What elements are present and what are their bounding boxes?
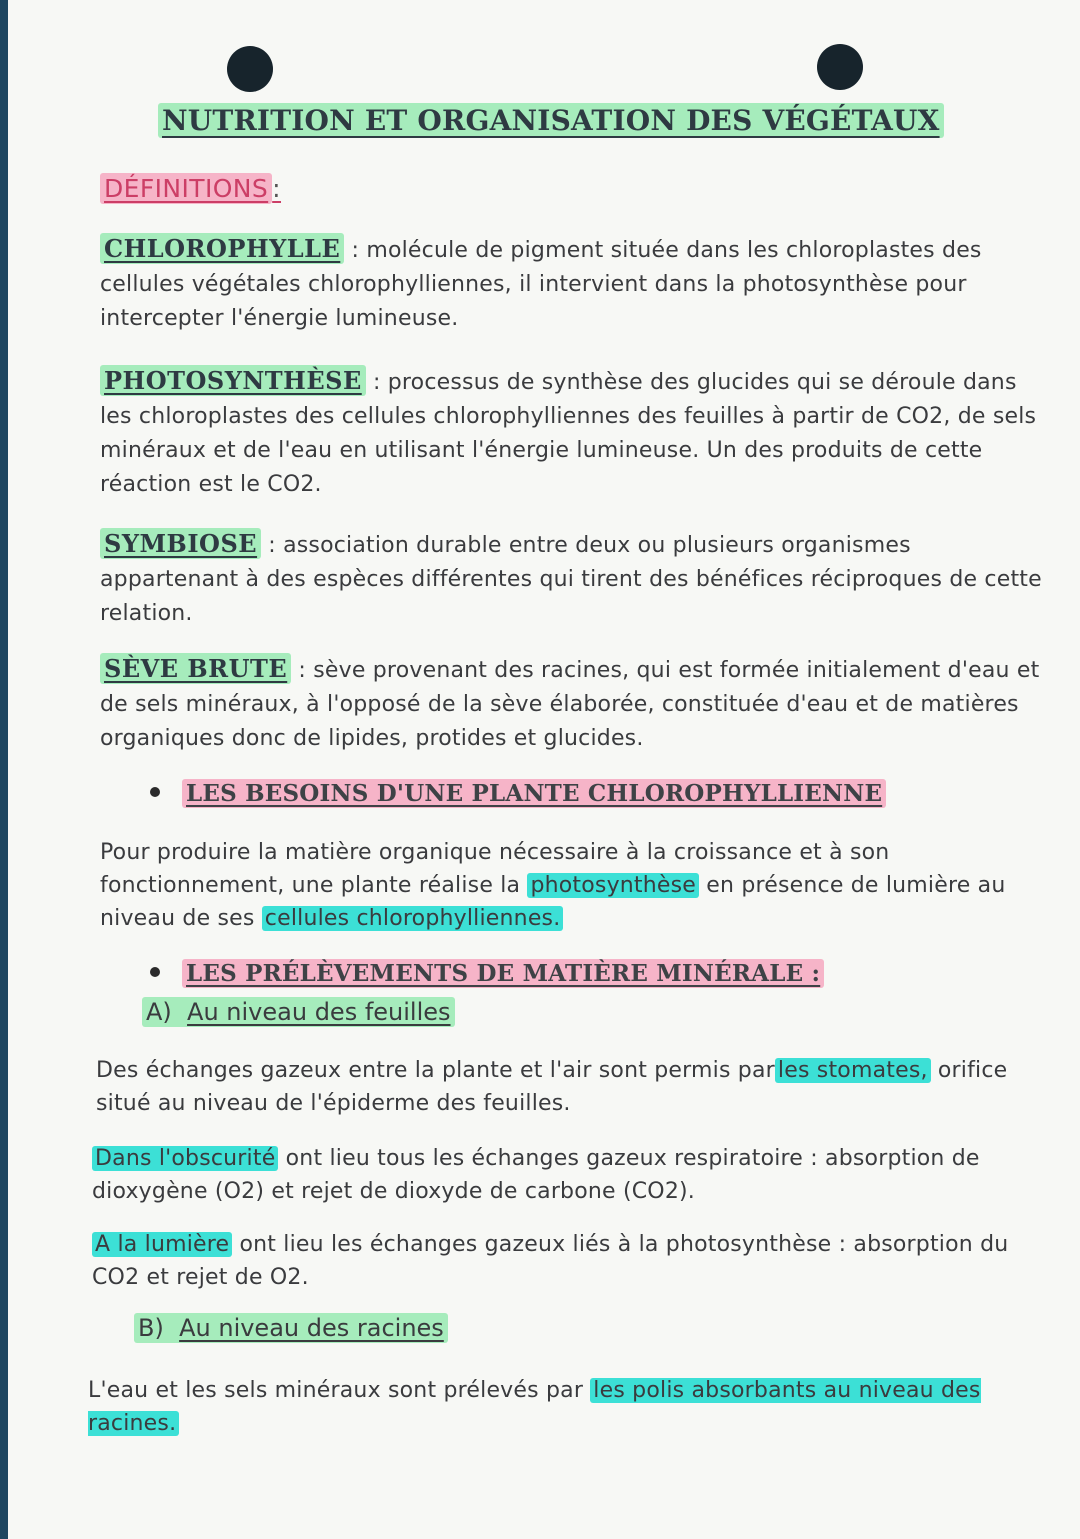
punch-hole-left — [227, 46, 273, 92]
subheading-racines: B) Au niveau des racines — [134, 1314, 448, 1342]
section-heading-besoins: LES BESOINS D'UNE PLANTE CHLOROPHYLLIENNE — [150, 780, 886, 807]
bullet-icon — [150, 967, 160, 977]
highlight-polis-absorbants: les polis absorbants au niveau des racines. — [88, 1378, 981, 1436]
definition-seve-brute — [100, 652, 1050, 756]
definition-term: PHOTOSYNTHÈSE — [100, 365, 366, 396]
highlight-photosynthese: photosynthèse — [527, 873, 699, 898]
definition-text: : molécule de pigment située dans les chloroplastes des cellules végétales chlorophylliennes, il intervient dans la photosynthèse pour intercepter l'énergie lumineuse. — [100, 238, 982, 331]
definition-text: : association durable entre deux ou plusieurs organismes appartenant à des espèces différentes qui tirent des bénéfices réciproques de cette relation. — [100, 533, 1042, 626]
definition-term: SYMBIOSE — [100, 528, 261, 559]
definitions-heading: DÉFINITIONS : — [100, 174, 281, 203]
definition-term: SÈVE BRUTE — [100, 653, 291, 684]
definition-text: : sève provenant des racines, qui est formée initialement d'eau et de sels minéraux, à l'opposé de la sève élaborée, constituée d'eau et de matières organiques donc de lipides, protides et glucides. — [100, 658, 1040, 751]
highlight-lumiere: A la lumière — [92, 1232, 232, 1257]
definition-symbiose — [100, 527, 1050, 631]
racines-text: L'eau et les sels minéraux sont prélevés par les polis absorbants au niveau des racines. — [88, 1378, 981, 1436]
definition-chlorophylle — [100, 232, 1050, 336]
highlight-stomates: les stomates, — [775, 1058, 931, 1083]
definition-term: CHLOROPHYLLE — [100, 233, 344, 264]
feuilles-lumiere-text: A la lumière ont lieu les échanges gazeux liés à la photosynthèse : absorption du CO2 et rejet de O2. — [92, 1232, 1009, 1290]
highlight-obscurite: Dans l'obscurité — [92, 1146, 278, 1171]
definition-photosynthese — [100, 364, 1050, 502]
definition-text: : processus de synthèse des glucides qui se déroule dans les chloroplastes des cellules chlorophylliennes des feuilles à partir de CO2, de sels minéraux et de l'eau en utilisant l'énergie lumineuse. Un des produits de cette réaction est le CO2. — [100, 370, 1037, 497]
notebook-page — [8, 0, 1080, 1539]
punch-hole-right — [817, 44, 863, 90]
feuilles-obscurite-text: Dans l'obscurité ont lieu tous les échanges gazeux respiratoire : absorption de dioxygène (O2) et rejet de dioxyde de carbone (CO2). — [92, 1146, 980, 1204]
page-title: NUTRITION ET ORGANISATION DES VÉGÉTAUX — [158, 104, 998, 137]
highlight-cellules: cellules chlorophylliennes. — [262, 906, 564, 931]
subheading-feuilles: A) Au niveau des feuilles — [142, 998, 455, 1026]
section-besoins-text: Pour produire la matière organique nécessaire à la croissance et à son fonctionnement, une plante réalise la photosynthèse en présence de lumière au niveau de ses cellules chlorophylliennes. — [100, 840, 1006, 931]
feuilles-stomates-text: Des échanges gazeux entre la plante et l'air sont permis par les stomates, orifice situé au niveau de l'épiderme des feuilles. — [96, 1058, 1008, 1116]
bullet-icon — [150, 787, 160, 797]
section-heading-prelevements: LES PRÉLÈVEMENTS DE MATIÈRE MINÉRALE : — [150, 960, 824, 987]
